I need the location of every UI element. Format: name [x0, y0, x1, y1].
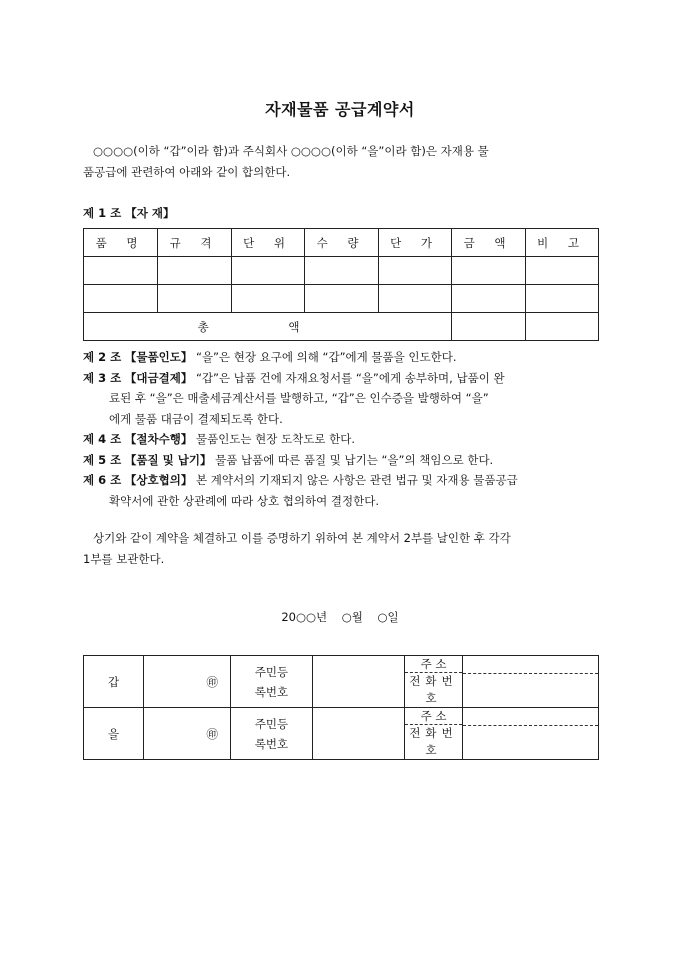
table-row	[84, 257, 599, 285]
address-phone-labels	[405, 656, 463, 708]
items-table	[83, 228, 599, 341]
article-3-number: 제 3 조	[83, 370, 122, 385]
contract-date: 20○○년 ○월 ○일	[281, 610, 399, 624]
article-6	[83, 470, 598, 511]
article-4	[83, 429, 598, 450]
article-2-text: “을”은 현장 요구에 의해 “갑”에게 물품을 인도한다.	[195, 350, 457, 364]
article-5-heading: 【품질 및 납기】	[124, 452, 212, 467]
table-cell[interactable]	[305, 257, 379, 285]
article-4-number: 제 4 조	[83, 432, 122, 446]
table-cell[interactable]	[452, 257, 526, 285]
party-seal-cell[interactable]	[144, 656, 231, 708]
header-unit-price: 단 가	[379, 229, 452, 257]
id-label-line-2: 록번호	[254, 684, 289, 699]
article-6-continuation-1: 확약서에 관한 상관례에 따라 상호 협의하여 결정한다.	[109, 493, 379, 508]
article-2-heading: 【물품인도】	[124, 350, 193, 364]
address-value[interactable]	[463, 657, 598, 674]
article-1-number: 제 1 조	[83, 206, 122, 220]
party-name: 갑	[84, 656, 144, 708]
table-cell[interactable]	[526, 285, 599, 313]
table-cell[interactable]	[158, 285, 232, 313]
table-cell[interactable]	[452, 285, 526, 313]
header-unit: 단 위	[232, 229, 305, 257]
signature-row-eul	[84, 708, 599, 760]
table-cell[interactable]	[84, 257, 158, 285]
table-cell[interactable]	[84, 285, 158, 313]
articles-list	[83, 347, 598, 511]
id-number-value[interactable]	[313, 656, 405, 708]
article-3-continuation-1: 료된 후 “을”은 매출세금계산서를 발행하고, “갑”은 인수증을 발행하여 “을”	[109, 391, 489, 405]
article-5-number: 제 5 조	[83, 452, 122, 467]
seal-mark: ㊞	[206, 674, 218, 689]
address-phone-values[interactable]	[463, 656, 599, 708]
phone-value[interactable]	[463, 726, 598, 759]
id-number-label	[231, 656, 313, 708]
intro-line-1: ○○○○(이하 “갑”이라 함)과 주식회사 ○○○○(이하 “을”이라 함)은 자재용 물	[93, 144, 489, 158]
article-3-continuation-2: 에게 물품 대금이 결제되도록 한다.	[109, 411, 283, 426]
id-label-line-1: 주민등	[254, 664, 289, 679]
items-table-header	[84, 229, 599, 257]
article-5	[83, 450, 598, 471]
table-cell[interactable]	[232, 257, 305, 285]
party-name: 을	[84, 708, 144, 760]
table-row	[84, 285, 599, 313]
id-label-line-2: 록번호	[254, 736, 289, 751]
table-cell[interactable]	[379, 257, 452, 285]
table-cell[interactable]	[232, 285, 305, 313]
address-label: 주 소	[405, 708, 462, 725]
article-2-number: 제 2 조	[83, 350, 122, 364]
intro-paragraph	[83, 141, 598, 183]
article-1-heading: 【자 재】	[125, 206, 175, 220]
id-number-value[interactable]	[313, 708, 405, 760]
header-quantity: 수 량	[305, 229, 379, 257]
article-1-label	[83, 205, 174, 221]
total-row	[84, 313, 599, 341]
table-cell[interactable]	[379, 285, 452, 313]
article-6-text: 본 계약서의 기재되지 않은 사항은 관련 법규 및 자재용 물품공급	[195, 473, 518, 487]
article-4-text: 물품인도는 현장 도착도로 한다.	[195, 432, 356, 446]
phone-label: 전화번호	[409, 674, 458, 705]
table-cell[interactable]	[158, 257, 232, 285]
address-phone-labels	[405, 708, 463, 760]
address-value[interactable]	[463, 709, 598, 726]
article-2	[83, 347, 598, 368]
article-6-number: 제 6 조	[83, 473, 122, 487]
total-amount-cell[interactable]	[452, 313, 526, 341]
header-spec: 규 격	[158, 229, 232, 257]
closing-paragraph	[83, 528, 598, 570]
address-label: 주 소	[405, 656, 462, 673]
total-label: 총 액	[84, 313, 452, 341]
signature-table	[83, 655, 599, 760]
document-title: 자재물품 공급계약서	[265, 100, 415, 119]
article-4-heading: 【절차수행】	[124, 432, 193, 446]
address-phone-values[interactable]	[463, 708, 599, 760]
article-5-text: 물품 납품에 따른 품질 및 납기는 “을”의 책임으로 한다.	[215, 452, 494, 467]
signature-row-gap	[84, 656, 599, 708]
id-label-line-1: 주민등	[254, 716, 289, 731]
total-remarks-cell[interactable]	[526, 313, 599, 341]
table-cell[interactable]	[526, 257, 599, 285]
phone-label: 전화번호	[409, 726, 458, 757]
closing-line-2: 1부를 보관한다.	[83, 552, 165, 566]
header-remarks: 비 고	[526, 229, 599, 257]
id-number-label	[231, 708, 313, 760]
table-cell[interactable]	[305, 285, 379, 313]
closing-line-1: 상기와 같이 계약을 체결하고 이를 증명하기 위하여 본 계약서 2부를 날인한 후 각각	[93, 531, 511, 545]
header-item-name: 품 명	[84, 229, 158, 257]
article-3-heading: 【대금결제】	[124, 370, 193, 385]
header-amount: 금 액	[452, 229, 526, 257]
seal-mark: ㊞	[206, 726, 218, 741]
party-seal-cell[interactable]	[144, 708, 231, 760]
phone-value[interactable]	[463, 674, 598, 707]
article-3	[83, 368, 598, 430]
intro-line-2: 품공급에 관련하여 아래와 같이 합의한다.	[83, 165, 291, 179]
article-6-heading: 【상호협의】	[124, 473, 193, 487]
article-3-text: “갑”은 납품 건에 자재요청서를 “을”에게 송부하며, 납품이 완	[195, 370, 505, 385]
